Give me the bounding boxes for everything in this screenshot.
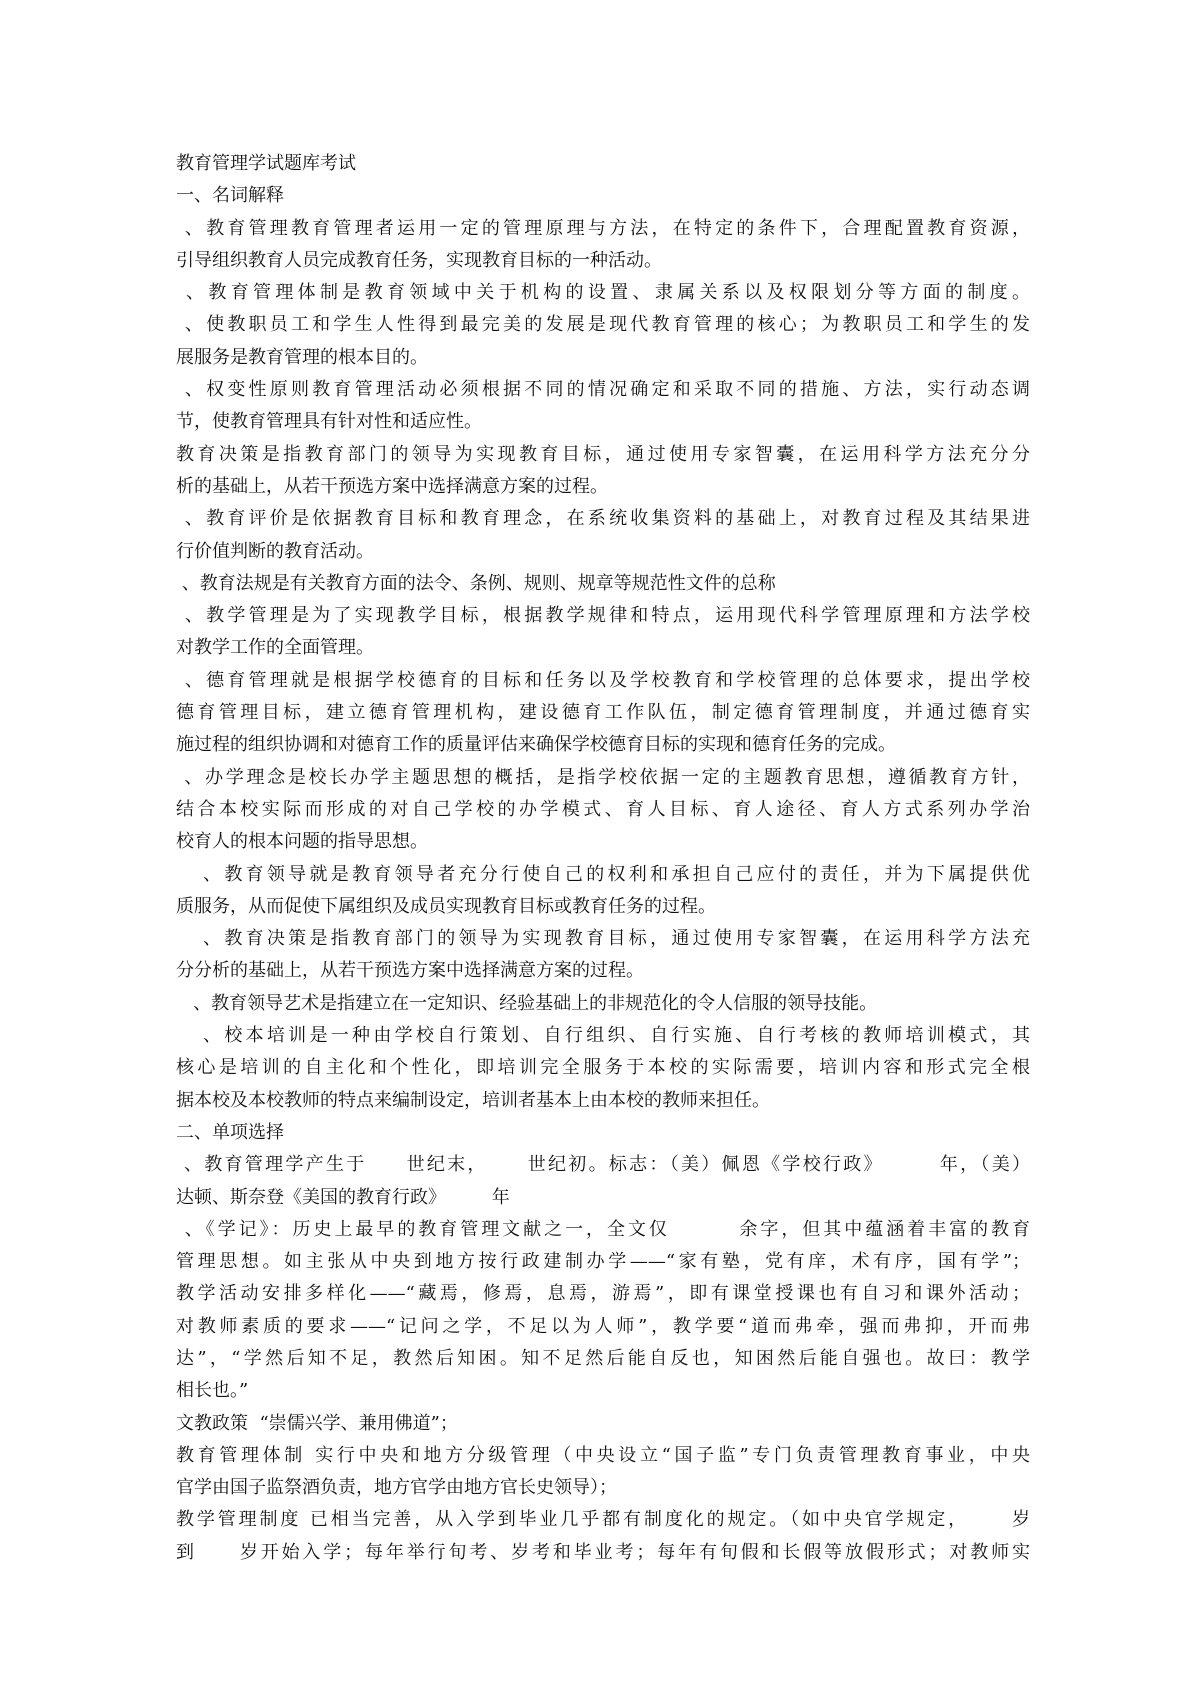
text-line: 、教育领导就是教育领导者充分行使自己的权利和承担自己应付的责任，并为下属提供优 [176, 863, 1030, 885]
text-line: 、校本培训是一种由学校自行策划、自行组织、自行实施、自行考核的教师培训模式，其 [176, 1025, 1030, 1047]
text-line: 、教育法规是有关教育方面的法令、条例、规则、规章等规范性文件的总称 [176, 572, 776, 594]
section-heading: 一、名词解释 [176, 185, 284, 207]
text-line: 析的基础上，从若干预选方案中选择满意方案的过程。 [176, 475, 608, 497]
text-line: 到 岁开始入学；每年举行旬考、岁考和毕业考；每年有旬假和长假等放假形式；对教师实 [176, 1541, 1030, 1563]
text-line: 教学活动安排多样化——“藏焉，修焉，息焉，游焉”，即有课堂授课也有自习和课外活动； [176, 1283, 1030, 1305]
text-line: 、权变性原则教育管理活动必须根据不同的情况确定和采取不同的措施、方法，实行动态调 [176, 379, 1030, 401]
text-line: 、办学理念是校长办学主题思想的概括，是指学校依据一定的主题教育思想，遵循教育方针， [176, 766, 1030, 788]
document-title: 教育管理学试题库考试 [176, 153, 356, 174]
text-line: 节，使教育管理具有针对性和适应性。 [176, 411, 482, 433]
text-line: 校育人的根本问题的指导思想。 [176, 831, 428, 853]
text-line: 对教师素质的要求——“记问之学，不足以为人师”，教学要“道而弗牵，强而弗抑，开而弗 [176, 1315, 1030, 1337]
text-line: 施过程的组织协调和对德育工作的质量评估来确保学校德育目标的实现和德育任务的完成。 [176, 734, 896, 756]
text-line: 引导组织教育人员完成教育任务，实现教育目标的一种活动。 [176, 249, 662, 271]
text-line: 文教政策 “崇儒兴学、兼用佛道”； [176, 1412, 458, 1434]
text-line: 相长也。” [176, 1380, 249, 1402]
text-line: 教育管理体制 实行中央和地方分级管理（中央设立“国子监”专门负责管理教育事业，中央 [176, 1444, 1030, 1466]
text-line: 、教育管理学产生于 世纪末， 世纪初。标志：（美）佩恩《学校行政》 年，（美） [176, 1154, 1030, 1176]
text-line: 、使教职员工和学生人性得到最完美的发展是现代教育管理的核心；为教职员工和学生的发 [176, 314, 1030, 336]
text-line: 、教学管理是为了实现教学目标，根据教学规律和特点，运用现代科学管理原理和方法学校 [176, 605, 1030, 627]
text-line: 质服务，从而促使下属组织及成员实现教育目标或教育任务的过程。 [176, 895, 716, 917]
text-line: 、教育管理体制是教育领域中关于机构的设置、隶属关系以及权限划分等方面的制度。 [176, 282, 1030, 304]
document-body [176, 180, 1030, 1569]
document-page [176, 148, 1030, 1569]
text-line: 据本校及本校教师的特点来编制设定，培训者基本上由本校的教师来担任。 [176, 1089, 770, 1111]
section-heading: 二、单项选择 [176, 1121, 284, 1143]
text-line: 结合本校实际而形成的对自己学校的办学模式、育人目标、育人途径、育人方式系列办学治 [176, 798, 1030, 820]
text-line: 、教育决策是指教育部门的领导为实现教育目标，通过使用专家智囊，在运用科学方法充 [176, 928, 1030, 950]
text-line: 分分析的基础上，从若干预选方案中选择满意方案的过程。 [176, 960, 644, 982]
text-line: 达”，“学然后知不足，教然后知困。知不足然后能自反也，知困然后能自强也。故曰：教学 [176, 1347, 1030, 1369]
text-line: 教育决策是指教育部门的领导为实现教育目标，通过使用专家智囊，在运用科学方法充分分 [176, 443, 1030, 465]
text-line: 、教育领导艺术是指建立在一定知识、经验基础上的非规范化的令人信服的领导技能。 [176, 992, 878, 1014]
text-line: 官学由国子监祭酒负责，地方官学由地方官长史领导）； [176, 1477, 617, 1499]
text-line: 展服务是教育管理的根本目的。 [176, 346, 428, 368]
text-line: 、教育评价是依据教育目标和教育理念，在系统收集资料的基础上，对教育过程及其结果进 [176, 508, 1030, 530]
text-line: 德育管理目标，建立德育管理机构，建设德育工作队伍，制定德育管理制度，并通过德育实 [176, 702, 1030, 724]
text-line: 达顿、斯奈登《美国的教育行政》 年 [176, 1186, 510, 1208]
text-line: 行价值判断的教育活动。 [176, 540, 374, 562]
text-line: 、教育管理教育管理者运用一定的管理原理与方法，在特定的条件下，合理配置教育资源， [176, 217, 1030, 239]
text-line: 对教学工作的全面管理。 [176, 637, 374, 659]
text-line: 、《学记》：历史上最早的教育管理文献之一，全文仅 余字，但其中蕴涵着丰富的教育 [176, 1218, 1030, 1240]
text-line: 管理思想。如主张从中央到地方按行政建制办学——“家有塾，党有庠，术有序，国有学”； [176, 1251, 1030, 1273]
text-line: 教学管理制度 已相当完善，从入学到毕业几乎都有制度化的规定。（如中央官学规定， 岁 [176, 1509, 1030, 1531]
text-line: 、德育管理就是根据学校德育的目标和任务以及学校教育和学校管理的总体要求，提出学校 [176, 669, 1030, 691]
text-line: 核心是培训的自主化和个性化，即培训完全服务于本校的实际需要，培训内容和形式完全根 [176, 1057, 1030, 1079]
